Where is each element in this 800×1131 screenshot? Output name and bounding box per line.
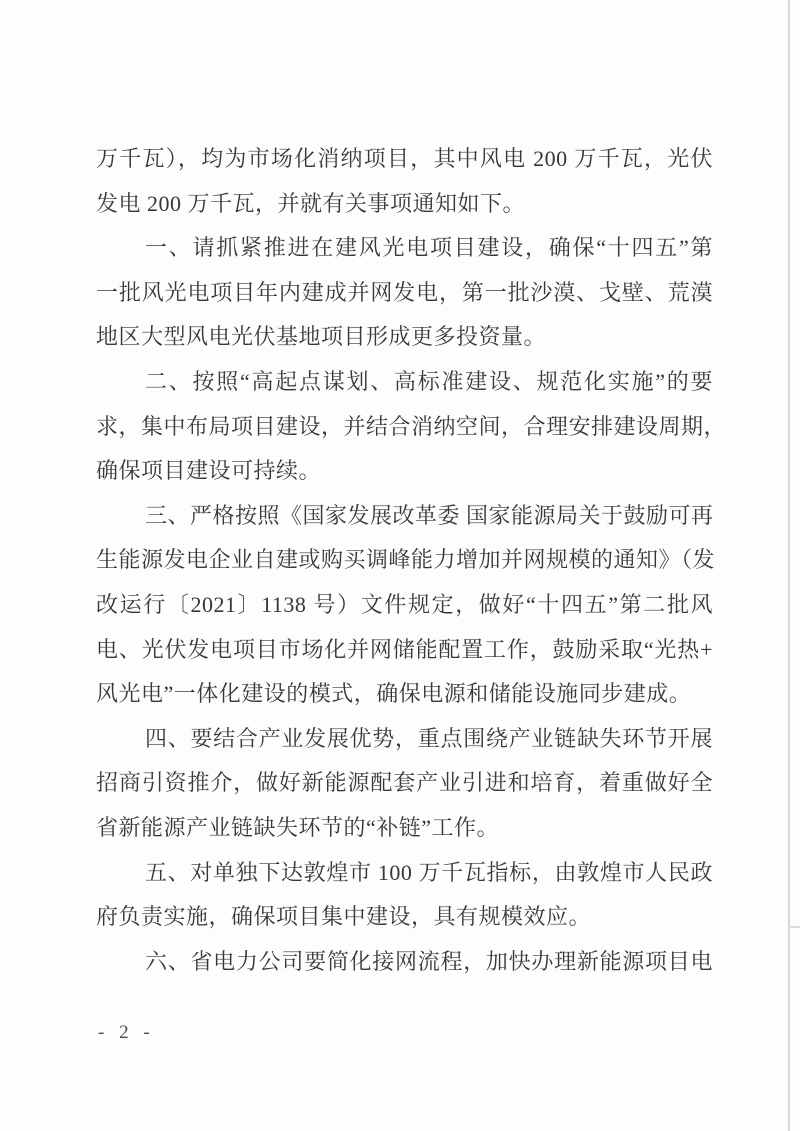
document-line: 一批风光电项目年内建成并网发电，第一批沙漠、戈壁、荒漠 — [96, 279, 713, 305]
document-line: 二、按照“高起点谋划、高标准建设、规范化实施”的要 — [145, 368, 713, 394]
document-line: 改运行〔2021〕1138 号）文件规定，做好“十四五”第二批风 — [96, 591, 713, 617]
document-line: 风光电”一体化建设的模式，确保电源和储能设施同步建成。 — [96, 681, 692, 707]
scan-paper-edge — [788, 0, 790, 1131]
document-line: 六、省电力公司要简化接网流程，加快办理新能源项目电 — [145, 948, 713, 974]
page-number: - 2 - — [98, 1022, 155, 1043]
document-line: 省新能源产业链缺失环节的“补链”工作。 — [96, 814, 500, 840]
document-line: 四、要结合产业发展优势，重点围绕产业链缺失环节开展 — [145, 725, 713, 751]
document-line: 生能源发电企业自建或购买调峰能力增加并网规模的通知》（发 — [96, 547, 716, 573]
document-line: 求，集中布局项目建设，并结合消纳空间，合理安排建设周期， — [96, 413, 727, 439]
document-line: 电、光伏发电项目市场化并网储能配置工作，鼓励采取“光热+ — [96, 636, 713, 662]
document-line: 三、严格按照《国家发展改革委 国家能源局关于鼓励可再 — [145, 502, 714, 528]
document-body — [96, 137, 727, 984]
document-line: 招商引资推介，做好新能源配套产业引进和培育，着重做好全 — [96, 770, 713, 796]
document-line: 确保项目建设可持续。 — [96, 458, 322, 484]
document-line: 发电 200 万千瓦，并就有关事项通知如下。 — [96, 190, 526, 216]
document-line: 五、对单独下达敦煌市 100 万千瓦指标，由敦煌市人民政 — [145, 859, 713, 885]
document-line: 万千瓦），均为市场化消纳项目，其中风电 200 万千瓦，光伏 — [96, 146, 713, 171]
document-line: 一、请抓紧推进在建风光电项目建设，确保“十四五”第 — [145, 235, 713, 261]
document-line: 府负责实施，确保项目集中建设，具有规模效应。 — [96, 904, 592, 930]
scan-artifact — [789, 926, 800, 928]
document-line: 地区大型风电光伏基地项目形成更多投资量。 — [96, 324, 547, 350]
